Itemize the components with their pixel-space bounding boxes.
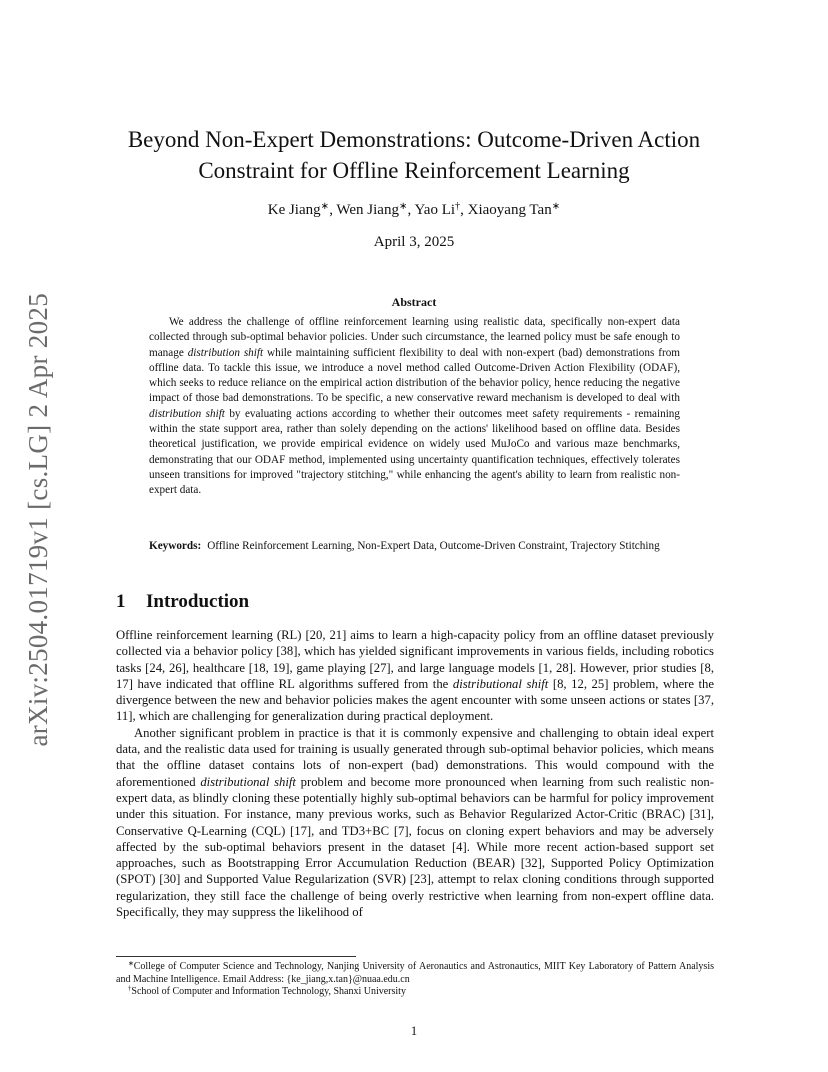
section-title: Introduction: [146, 591, 250, 612]
arxiv-identifier: arXiv:2504.01719v1 [cs.LG] 2 Apr 2025: [22, 293, 53, 747]
title-line-1: Beyond Non-Expert Demonstrations: Outcome-Driven Action: [127, 127, 701, 152]
arxiv-sidebar-stamp: [18, 290, 58, 750]
title-line-2: Constraint for Offline Reinforcement Learning: [198, 158, 630, 183]
abstract-heading: Abstract: [391, 295, 437, 309]
footnotes: [116, 961, 714, 999]
author: Wen Jiang∗,: [336, 200, 415, 218]
publication-date: April 3, 2025: [373, 234, 455, 250]
author: Yao Li†,: [414, 200, 468, 218]
footnote: †School of Computer and Information Technology, Shanxi University: [128, 985, 406, 998]
author: Xiaoyang Tan∗: [467, 200, 561, 218]
section-heading: [116, 591, 249, 613]
keywords: [149, 539, 680, 554]
footnote-divider: [116, 956, 356, 957]
paragraph: Another significant problem in practice is that it is commonly expensive and challenging to obtain ideal expert data, and the realistic data used for training is usually generated through sub-optimal behavior policies, which means that the offline dataset contains lots of non-expert (bad) demonstrations. This would compound with the aforementioned distributional shift problem and become more pronounced when learning from such realistic non-expert data, as blindly cloning these potentially highly sub-optimal behaviors can be harmful for policy improvement under this situation. For instance, many previous works, such as Behavior Regularized Actor-Critic (BRAC) [31], Conservative Q-Learning (CQL) [17], and TD3+BC [7], focus on cloning expert behaviors and may be adversely affected by the sub-optimal behaviors present in the dataset [4]. While more recent action-based support set approaches, such as Bootstrapping Error Accumulation Reduction (BEAR) [32], Supported Policy Optimization (SPOT) [30] and Supported Value Regularization (SVR) [23], attempt to relax cloning conditions through supported regularization, they still face the challenge of being overly restrictive when learning from non-expert offline data. Specifically, they may suppress the likelihood of: [116, 725, 714, 920]
introduction-body: [116, 627, 714, 920]
keywords-label: Keywords:: [149, 540, 202, 552]
abstract-body: We address the challenge of offline reinforcement learning using realistic data, specifically non-expert data collected through sub-optimal behavior policies. Under such circumstance, the learned policy must be safe enough to manage distribution shift while maintaining sufficient flexibility to deal with non-expert (bad) demonstrations from offline data. To tackle this issue, we introduce a novel method called Outcome-Driven Action Flexibility (ODAF), which seeks to reduce reliance on the empirical action distribution of the behavior policy, hence reducing the negative impact of those bad demonstrations. To be specific, a new conservative reward mechanism is developed to deal with distribution shift by evaluating actions according to whether their outcomes meet safety requirements - remaining within the state support area, rather than solely depending on the actions' likelihood based on offline data. Besides theoretical justification, we provide empirical evidence on widely used MuJoCo and various maze benchmarks, demonstrating that our ODAF method, implemented using uncertainty quantification techniques, effectively tolerates unseen transitions for improved "trajectory stitching," while enhancing the agent's ability to learn from realistic non-expert data.: [149, 316, 680, 497]
footnote: ∗College of Computer Science and Technology, Nanjing University of Aeronautics and Astronautics, MIIT Key Laboratory of Pattern Analysis and Machine Intelligence. Email Address: {ke_jiang,x.tan}@nuaa.edu.cn: [116, 960, 714, 985]
author-list: [100, 202, 728, 219]
page-number: 1: [410, 1024, 418, 1038]
paragraph: Offline reinforcement learning (RL) [20, 21] aims to learn a high-capacity policy from an offline dataset previously collected via a behavior policy [38], which has yielded significant improvements in various fields, including robotics tasks [24, 26], healthcare [18, 19], game playing [27], and large language models [1, 28]. However, prior studies [8, 17] have indicated that offline RL algorithms suffered from the distributional shift [8, 12, 25] problem, where the divergence between the new and behavior policies makes the agent encounter with some unseen actions or states [37, 11], which are challenging for generalization during practical deployment.: [116, 628, 714, 724]
keywords-text: Offline Reinforcement Learning, Non-Expert Data, Outcome-Driven Constraint, Trajectory Stitching: [207, 540, 660, 552]
author: Ke Jiang∗,: [267, 200, 337, 218]
section-number: 1: [116, 591, 126, 612]
paper-title: [100, 124, 728, 186]
